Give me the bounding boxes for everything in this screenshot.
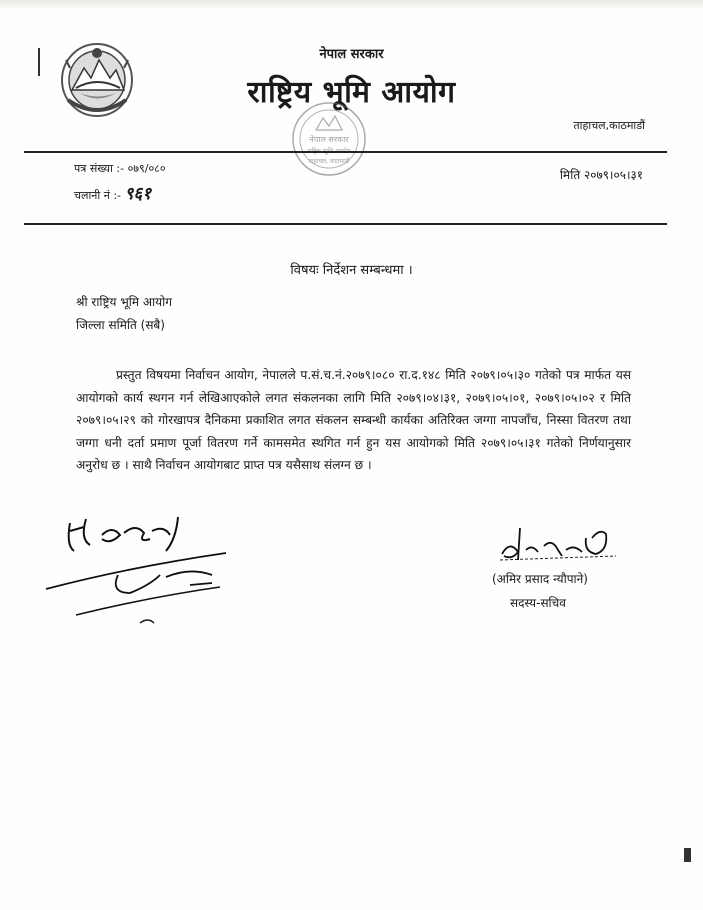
letter-number: पत्र संख्या :- ०७९/०८० [74,162,166,175]
government-name: नेपाल सरकार [319,47,384,62]
dispatch-label: चलानी नं :- [74,189,122,202]
subject-line: विषयः निर्देशन सम्बन्धमा । [290,263,413,278]
member-secretary-signature [496,520,626,568]
stamp-text-3: ताहाचल, काठमाडौं [308,158,350,165]
header-rule [24,151,667,153]
letter-date: मिति २०७९।०५।३१ [559,168,643,182]
organization-address: ताहाचल,काठमाडौं [573,119,645,132]
dispatch-number-row [74,181,151,204]
scan-corner-mark [684,848,691,862]
stamp-text-1: नेपाल सरकार [309,135,349,144]
scan-edge [0,0,703,10]
organization-name: राष्ट्रिय भूमि आयोग [247,75,456,110]
signatory-title: सदस्य-सचिव [510,596,566,610]
recipient-line-1: श्री राष्ट्रिय भूमि आयोग [76,295,172,309]
body-paragraph: प्रस्तुत विषयमा निर्वाचन आयोग, नेपालले प.सं.च.नं.२०७९।०८० रा.द.१४८ मिति २०७९।०५।३० गतेको पत्र मार्फत यस आयोगको कार्य स्थगन गर्न लेखिआएकोले लगत संकलनका लागि मिति २०७९।०४।३१, २०७९।०५।०१, २०७९।०५।०२ र मिति २०७९।०५।२९ को गोरखापत्र दैनिकमा प्रकाशित लगत संकलन सम्बन्धी कार्यका अतिरिक्त जग्गा नापजाँच, निस्सा वितरण तथा जग्गा धनी दर्ता प्रमाण पूर्जा वितरण गर्ने कामसमेत स्थगित गर्न हुन यस आयोगको मिति २०७९।०५।३१ गतेको निर्णयानुसार अनुरोध छ । साथै निर्वाचन आयोगबाट प्राप्त पत्र यसैसाथ संलग्न छ । [76,368,631,472]
recipient-line-2: जिल्ला समिति (सबै) [76,318,165,332]
dispatch-number-handwritten: ९६१ [124,184,152,204]
handwritten-note-signature [40,505,260,625]
signatory-name: (अमिर प्रसाद न्यौपाने) [492,572,588,586]
reference-rule [24,223,667,225]
office-stamp [290,100,368,178]
